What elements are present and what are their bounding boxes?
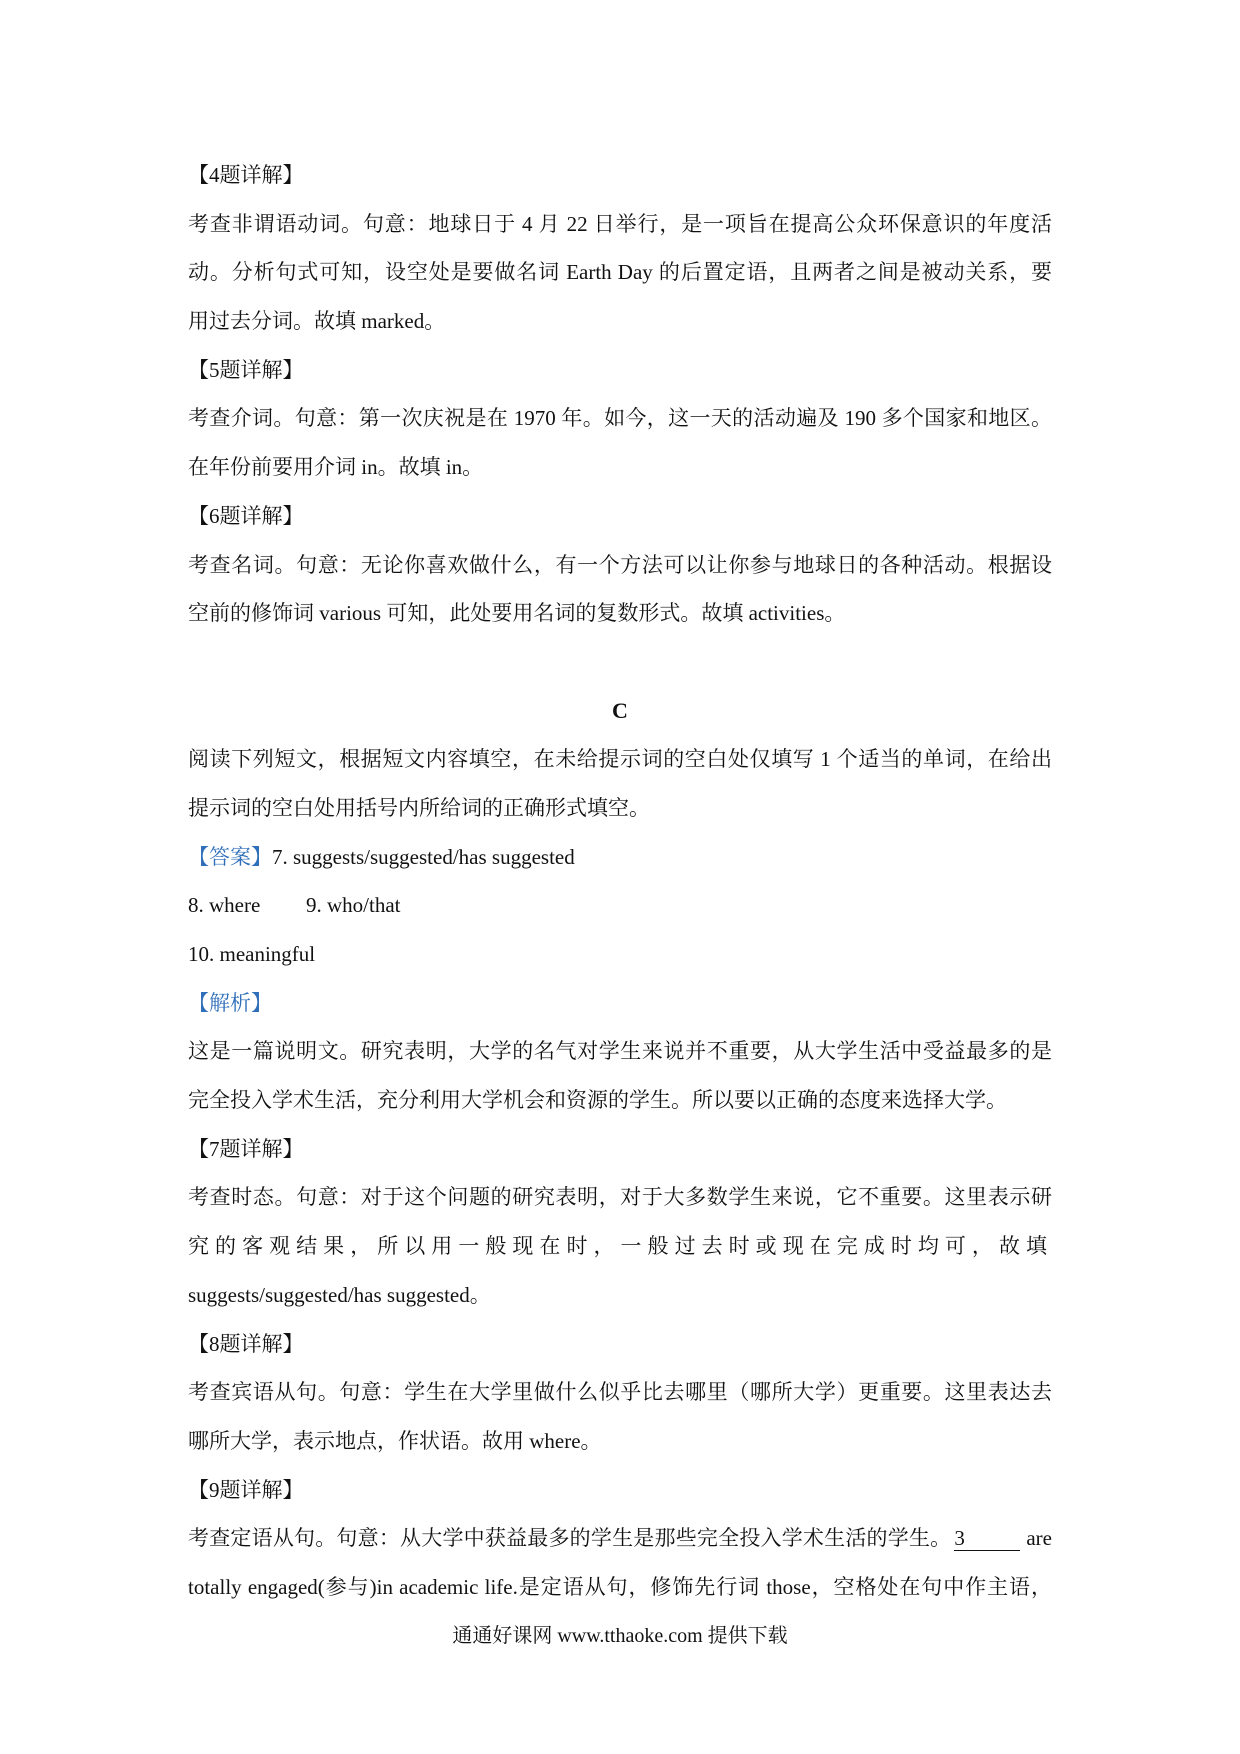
q9-heading: 【9题详解】 (188, 1477, 304, 1502)
q6-explanation-line: 空前的修饰词 various 可知，此处要用名词的复数形式。故填 activities。 (188, 601, 846, 626)
page-footer: 通通好课网 www.tthaoke.com 提供下载 (452, 1625, 788, 1647)
answer-item-8: 8. where (188, 893, 261, 918)
q6-heading: 【6题详解】 (188, 503, 304, 528)
q7-heading: 【7题详解】 (188, 1136, 304, 1161)
q5-explanation-line: 在年份前要用介词 in。故填 in。 (188, 455, 484, 480)
q9-explanation-line (188, 1514, 1052, 1563)
answer-label: 【答案】 (188, 844, 272, 869)
answer-line (188, 930, 1052, 979)
blank-number-3: 3 (954, 1527, 1020, 1551)
q4-explanation-line: 考查非谓语动词。句意：地球日于 4 月 22 日举行，是一项旨在提高公众环保意识的年度活 (188, 211, 1052, 236)
analysis-text-line: 这是一篇说明文。研究表明，大学的名气对学生来说并不重要，从大学生活中受益最多的是 (188, 1039, 1052, 1064)
q7-explanation-line: suggests/suggested/has suggested。 (188, 1282, 491, 1307)
answer-item-10: 10. meaningful (188, 942, 316, 966)
analysis-text-line: 完全投入学术生活，充分利用大学机会和资源的学生。所以要以正确的态度来选择大学。 (188, 1088, 1007, 1113)
section-c-instruction-line: 提示词的空白处用括号内所给词的正确形式填空。 (188, 795, 650, 820)
q5-heading: 【5题详解】 (188, 357, 304, 382)
answer-item-9: 9. who/that (306, 893, 401, 918)
answer-item-7: 7. suggests/suggested/has suggested (272, 844, 575, 869)
analysis-line (188, 979, 1052, 1028)
section-c-title: C (612, 697, 628, 723)
q9-explanation-line: totally engaged(参与)in academic life.是定语从句，修饰先行词 those，空格处在句中作主语， (188, 1574, 1052, 1599)
analysis-label: 【解析】 (188, 990, 272, 1015)
q7-explanation-line: 究的客观结果，所以用一般现在时，一般过去时或现在完成时均可，故填 (188, 1234, 1052, 1259)
q7-explanation-line: 考查时态。句意：对于这个问题的研究表明，对于大多数学生来说，它不重要。这里表示研 (188, 1185, 1052, 1210)
answer-line (188, 833, 1052, 882)
q9-line1-text: 考查定语从句。句意：从大学中获益最多的学生是那些完全投入学术生活的学生。 (188, 1526, 952, 1551)
section-c-instruction-line: 阅读下列短文，根据短文内容填空，在未给提示词的空白处仅填写 1 个适当的单词，在给出 (188, 747, 1052, 772)
answer-line (188, 881, 1052, 930)
page-body (188, 151, 1052, 1612)
q8-explanation-line: 考查宾语从句。句意：学生在大学里做什么似乎比去哪里（哪所大学）更重要。这里表达去 (188, 1380, 1052, 1405)
q8-heading: 【8题详解】 (188, 1331, 304, 1356)
q6-explanation-line: 考查名词。句意：无论你喜欢做什么，有一个方法可以让你参与地球日的各种活动。根据设 (188, 552, 1052, 577)
q4-explanation-line: 用过去分词。故填 marked。 (188, 309, 446, 334)
blank-spacer (188, 638, 1052, 687)
q9-line1-tail: are (1026, 1526, 1052, 1551)
q4-heading: 【4题详解】 (188, 163, 304, 187)
q5-explanation-line: 考查介词。句意：第一次庆祝是在 1970 年。如今，这一天的活动遍及 190 多个国家和地区。 (188, 406, 1052, 431)
q4-explanation-line: 动。分析句式可知，设空处是要做名词 Earth Day 的后置定语，且两者之间是被动关系，要 (188, 260, 1052, 285)
q8-explanation-line: 哪所大学，表示地点，作状语。故用 where。 (188, 1428, 602, 1453)
